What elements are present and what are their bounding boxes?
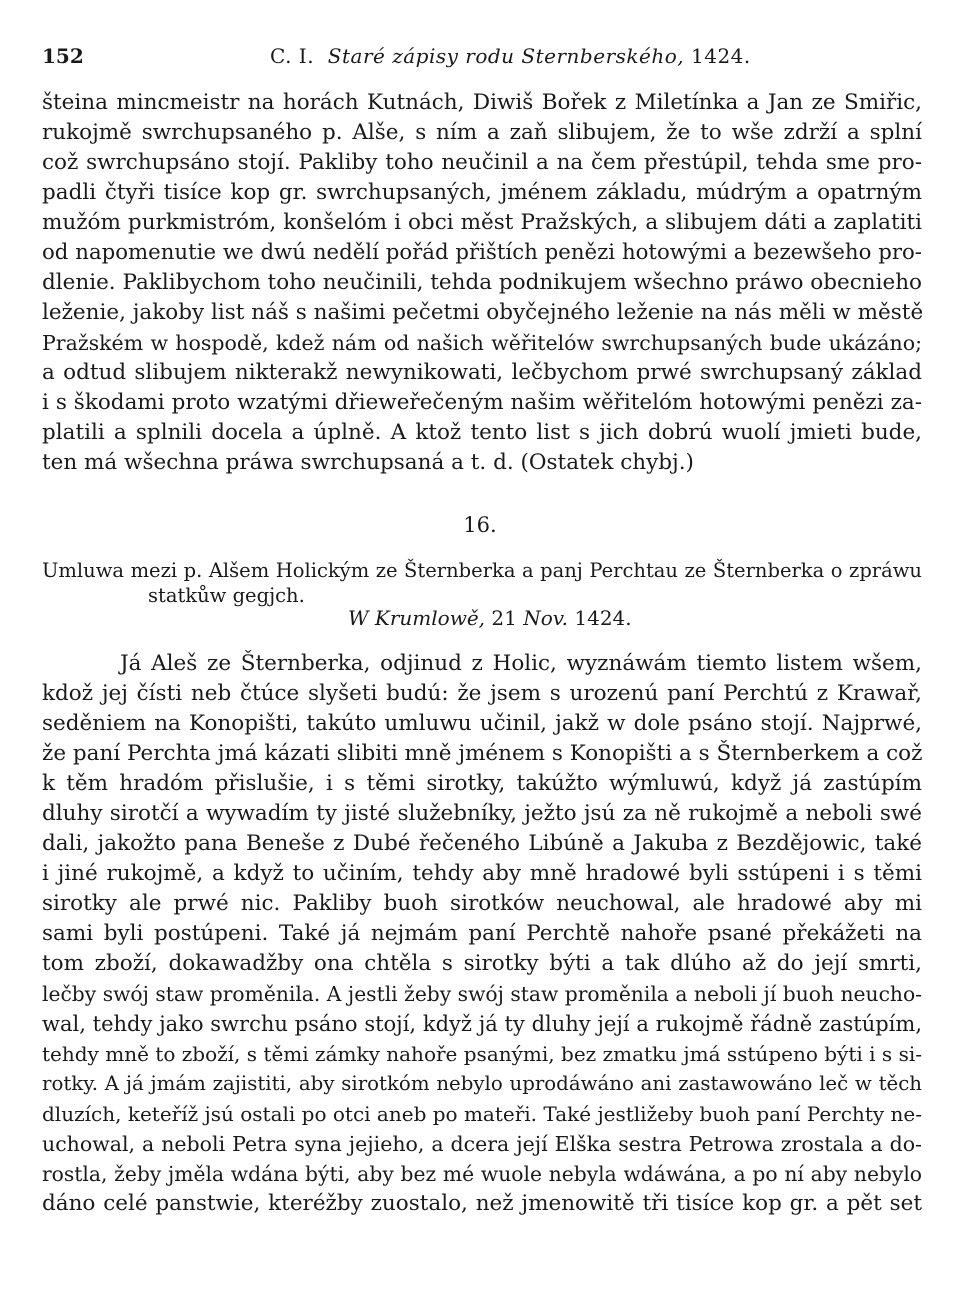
text-line: dali, jakožto pana Beneše z Dubé řečeného Libúně a Jakuba z Bezdějowic, také [42,831,922,856]
text-line: uchowal, a neboli Petra syna jejieho, a dcera její Elška sestra Petrowa zrostala a do- [42,1132,922,1156]
dateline [348,604,632,632]
text-line: padli čtyři tisíce kop gr. swrchupsaných, jménem základu, múdrým a opatrným [42,180,922,205]
regest-line: statkůw gegjch. [148,584,305,607]
text-line: mužóm purkmistróm, konšelóm i obci měst Pražských, a slibujem dáti a zaplatiti [42,210,922,235]
text-line: od napomenutie we dwú nedělí pořád přištích penězi hotowými a bezewšeho pro- [42,240,922,265]
text-line: což swrchupsáno stojí. Pakliby toho neučinil a na čem přestúpil, tehda sme pro- [42,150,922,175]
regest-line: Umluwa mezi p. Alšem Holickým ze Šternberka a panj Perchtau ze Šternberka o zpráwu [42,559,922,582]
text-line: kdož jej čísti neb čtúce slyšeti budú: že jsem s urozenú paní Perchtú z Krawař, [42,681,922,706]
text-line: šteina mincmeistr na horách Kutnách, Diwiš Bořek z Miletínka a Jan ze Smiřic, [42,90,922,115]
running-prefix: C. I. [270,44,315,68]
page-header [42,44,922,74]
text-line: že paní Perchta jmá kázati slibiti mně jménem s Konopišti a s Šternberkem a což [42,741,923,766]
text-line: i jiné rukojmě, a když to učiním, tehdy aby mně hradowé byli sstúpeni i s těmi [42,861,922,886]
text-line: dlenie. Paklibychom toho neučinili, tehda podnikujem wšechno práwo obecnieho [42,270,922,295]
text-line: dáno celé panstwie, kteréžby zuostalo, než jmenowitě tři tisíce kop gr. a pět set [42,1191,922,1216]
text-line: rotky. A já jmám zajistiti, aby sirotkóm nebylo uprodáwáno ani zastawowáno leč w těch [42,1072,922,1095]
text-line: Pražském w hospodě, kdež nám od našich wěřitelów swrchupsaných bude ukázáno; [42,331,922,355]
text-line: i s škodami proto wzatými dřieweřečeným našim wěřitelóm hotowými penězi za- [42,390,922,415]
text-line: lečby swój staw proměnila. A jestli žeby swój staw proměnila a neboli jí buoh neucho- [42,982,922,1006]
text-line: k těm hradóm přislušie, i s těmi sirotky, takúžto wýmluwú, když já zastúpím [42,771,922,796]
text-line: sirotky ale prwé nic. Pakliby buoh sirotków neuchowal, ale hradowé aby mi [42,891,922,916]
text-line: rostla, žeby jměla wdána býti, aby bez mé wuole nebyla wdáwána, a po ní aby nebylo [42,1162,922,1186]
text-line: dluhy sirotčí a wywadím ty jisté služebníky, ježto jsú za ně rukojmě a neboli swé [42,801,922,826]
running-header [270,44,751,68]
text-line: rukojmě swrchupsaného p. Alše, s ním a zaň slibujem, že to wše zdrží a splní [42,120,922,145]
text-line: wal, tehdy jako swrchu psáno stojí, když já ty dluhy její a rukojmě řádně zastúpím, [42,1012,922,1036]
text-line: ten má wšechna práwa swrchupsaná a t. d. (Ostatek chybj.) [42,450,694,475]
text-line: a odtud slibujem nikterakž newynikowati, lečbychom prwé swrchupsaný základ [42,360,922,385]
text-line: tehdy mně to zboží, s těmi zámky nahoře psanými, bez zmatku jmá sstúpeno býti i s si- [42,1042,922,1066]
text-line: seděniem na Konopišti, takúto umluwu učinil, jakž w dole psáno stojí. Najprwé, [42,711,922,736]
running-title: Staré zápisy rodu Sternberského, [327,44,685,68]
running-year: 1424. [691,44,751,68]
text-line: Já Aleš ze Šternberka, odjinud z Holic, wyznáwám tiemto listem wšem, [120,651,922,676]
dateline-place: W Krumlowě, [348,606,486,630]
text-line: tom zboží, dokawadžby ona chtěla s sirotky býti a tak dlúho až do její smrti, [42,951,922,976]
dateline-year: 1424. [574,606,632,630]
document-number: 16. [463,513,497,537]
text-line: sami byli postúpeni. Také já nejmám paní Perchtě nahoře psané překážeti na [42,921,922,946]
dateline-day: 21 [491,606,517,630]
text-line: platili a splnili docela a úplně. A ktož tento list s jich dobrú wuolí jmieti bude, [42,420,922,445]
page-number: 152 [42,44,84,68]
text-line: leženie, jakoby list náš s našimi pečetmi obyčejného leženie na nás měli w městě [42,300,924,325]
dateline-month: Nov. [523,606,569,630]
text-line: dluzích, keteříž jsú ostali po otci aneb po mateři. Také jestližeby buoh paní Perchty ne- [42,1102,922,1126]
